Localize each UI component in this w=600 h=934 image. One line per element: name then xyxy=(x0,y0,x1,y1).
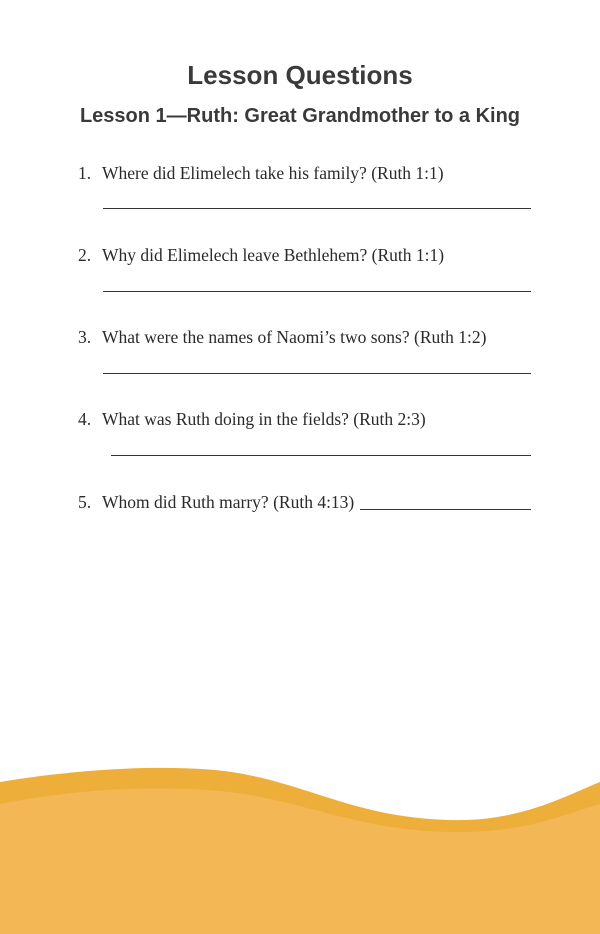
page-title: Lesson Questions xyxy=(187,60,413,90)
answer-line[interactable] xyxy=(103,373,531,374)
wave-front xyxy=(0,788,600,934)
question-number: 4. xyxy=(78,409,92,429)
answer-line[interactable] xyxy=(111,455,531,456)
answer-line[interactable] xyxy=(360,509,531,510)
footer-wave-graphic xyxy=(0,760,600,934)
question-item xyxy=(78,245,538,266)
answer-line[interactable] xyxy=(103,208,531,209)
question-text: What were the names of Naomi’s two sons? (Ruth 1:2) xyxy=(102,327,487,347)
question-item xyxy=(78,492,531,513)
question-item xyxy=(78,163,538,184)
question-text: Where did Elimelech take his family? (Ruth 1:1) xyxy=(102,163,444,183)
question-item xyxy=(78,409,538,430)
question-number: 3. xyxy=(78,327,92,347)
question-number: 2. xyxy=(78,245,92,265)
question-number: 1. xyxy=(78,163,92,183)
question-item xyxy=(78,327,538,348)
question-text: What was Ruth doing in the fields? (Ruth 2:3) xyxy=(102,409,426,429)
question-text: Whom did Ruth marry? (Ruth 4:13) xyxy=(102,492,355,512)
question-text: Why did Elimelech leave Bethlehem? (Ruth 1:1) xyxy=(102,245,445,265)
lesson-subtitle: Lesson 1—Ruth: Great Grandmother to a King xyxy=(79,105,521,127)
answer-line[interactable] xyxy=(103,291,531,292)
question-number: 5. xyxy=(78,492,92,512)
